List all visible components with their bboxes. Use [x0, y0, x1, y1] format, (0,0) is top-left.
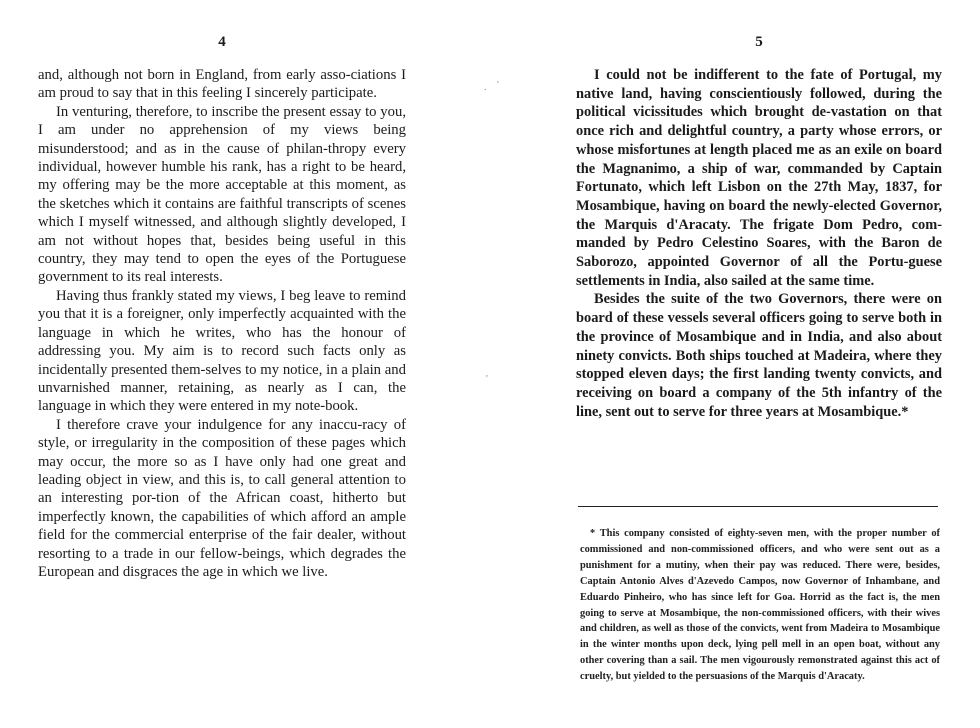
right-page-body [576, 66, 942, 421]
page-number-right: 5 [755, 34, 763, 50]
page-number-left: 4 [218, 34, 226, 50]
left-page-body [38, 66, 406, 581]
scan-speck: . [484, 82, 487, 93]
footnote: * This company consisted of eighty-seven men, with the proper number of commissioned and non-commissioned officers, and who were sent out as a punishment for a mutiny, when their pay was reduced. There were, besides, Captain Antonio Alves d'Azevedo Campos, now Governor of Inhambane, and Eduardo Pinheiro, who has since left for Goa. Horrid as the fact is, the men going to serve at Mosambique, the non-commissioned officers, with their wives and children, as well as those of the convicts, went from Madeira to Mosambique in the winter months upon deck, lying pell mell in an open boat, without any other covering than a sail. The men vigourously remonstrated against this act of cruelty, but yielded to the persuasions of the Marquis d'Aracaty. [580, 528, 940, 683]
scan-speck: ' [497, 80, 499, 91]
scan-speck: ' [486, 374, 488, 385]
paragraph: In venturing, therefore, to inscribe the present essay to you, I am under no apprehension of my views being misunderstood; and as in the cause of philan-thropy every individual, however humble his rank, has a right to be heard, my offering may be the more acceptable at this moment, as the sketches which it contains are faithful transcripts of scenes which I myself witnessed, and although slightly developed, I am not without hopes that, besides being useful in this country, they may tend to open the eyes of the Portuguese government to its real interests. [38, 103, 406, 286]
right-page [576, 0, 942, 728]
paragraph: Having thus frankly stated my views, I beg leave to remind you that it is a foreigner, only imperfectly acquainted with the language in which he writes, who has the honour of addressing you. My aim is to record such facts only as incidentally presented them-selves to my notice, in a plain and unvarnished manner, retaining, as nearly as I can, the language in which they were entered in my note-book. [38, 287, 406, 415]
paragraph: I could not be indifferent to the fate of Portugal, my native land, having conscientiously followed, during the political vicissitudes which brought de-vastation on that once rich and delightful country, a party whose errors, or whose misfortunes at length placed me as an exile on board the Magnanimo, a ship of war, commanded by Captain Fortunato, which left Lisbon on the 27th May, 1837, for Mosambique, having on board the newly-elected Governor, the Marquis d'Aracaty. The frigate Dom Pedro, com-manded by Pedro Celestino Soares, with the Baron de Saborozo, appointed Governor of all the Portu-guese settlements in India, also sailed at the same time. [576, 67, 942, 289]
left-page [38, 0, 406, 728]
paragraph: and, although not born in England, from early asso-ciations I am proud to say that in this feeling I sincerely participate. [38, 67, 406, 102]
footnote-divider [578, 506, 938, 507]
paragraph: Besides the suite of the two Governors, there were on board of these vessels several officers going to serve both in the province of Mosambique and in India, and also about ninety convicts. Both ships touched at Madeira, where they stopped eleven days; the first landing twenty convicts, and receiving on board a company of the 5th infantry of the line, sent out to serve for three years at Mosambique.* [576, 291, 942, 420]
paragraph: I therefore crave your indulgence for any inaccu-racy of style, or irregularity in the composition of these pages which may occur, the more so as I have only had one great and leading object in view, and this is, to call general attention to an interesting por-tion of the African coast, hitherto but imperfectly known, the capabilities of which afford an ample field for the commercial enterprise of the fair dealer, without resorting to a trade in our fellow-beings, which degrades the European and disgraces the age in which we live. [38, 416, 406, 580]
